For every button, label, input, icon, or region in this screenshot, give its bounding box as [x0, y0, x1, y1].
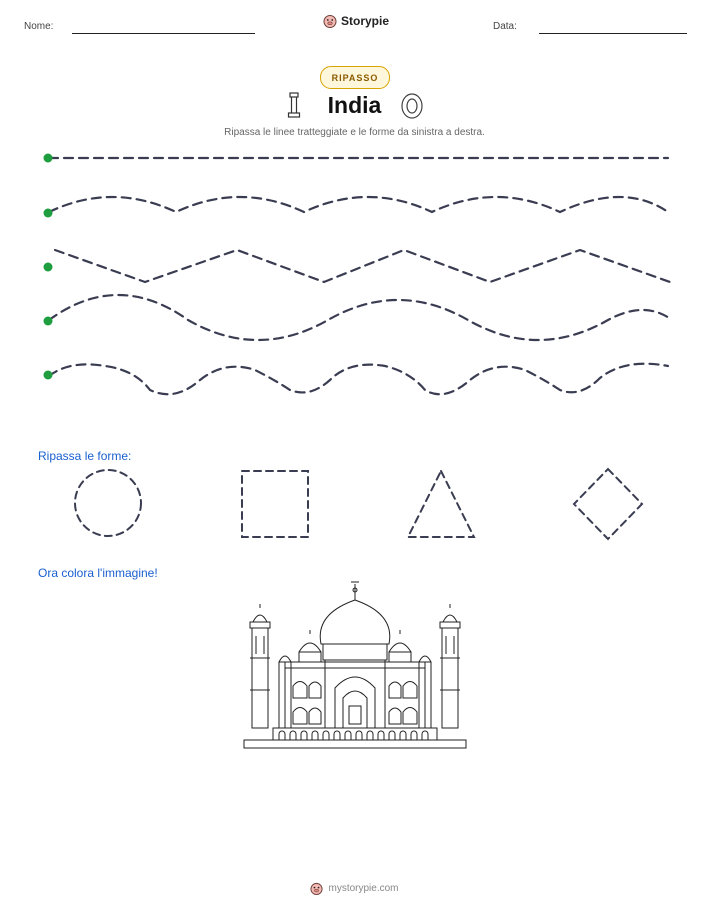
- brand-logo: [323, 14, 389, 28]
- start-dot-5: [44, 371, 53, 380]
- footer-url[interactable]: mystorypie.com: [328, 883, 399, 894]
- instructions: Ripassa le linee tratteggiate e le forme da sinistra a destra.: [224, 127, 485, 138]
- taj-mahal-drawing: [243, 578, 467, 750]
- right-minaret: [440, 604, 460, 728]
- date-label: Data:: [493, 21, 517, 32]
- side-domes: [279, 630, 431, 728]
- trace-line-bumps: [49, 364, 668, 395]
- tracing-shapes: [0, 465, 709, 545]
- trace-triangle-shape: [408, 471, 474, 537]
- trace-line-big-wave: [49, 295, 672, 340]
- trace-line-wave: [49, 197, 668, 212]
- trace-square-shape: [242, 471, 308, 537]
- start-dot-4: [44, 317, 53, 326]
- outlined-zero-icon: [400, 93, 424, 119]
- trace-circle-shape: [75, 470, 141, 536]
- trace-diamond-shape: [574, 469, 642, 539]
- plinth-arches: [279, 731, 428, 740]
- tracing-lines: [0, 140, 709, 410]
- pig-mascot-icon: [323, 14, 337, 28]
- page-title: India: [327, 92, 382, 118]
- start-dot-2: [44, 209, 53, 218]
- trace-line-zigzag: [55, 250, 670, 282]
- pig-mascot-icon: [310, 882, 323, 895]
- review-badge: RIPASSO: [320, 66, 390, 89]
- left-minaret: [250, 604, 270, 728]
- footer: [0, 882, 709, 895]
- date-line[interactable]: [539, 33, 687, 34]
- name-label: Nome:: [24, 21, 54, 32]
- shapes-heading: Ripassa le forme:: [38, 449, 132, 463]
- name-line[interactable]: [72, 33, 255, 34]
- brand-name: Storypie: [341, 14, 390, 28]
- color-heading: Ora colora l'immagine!: [38, 566, 158, 580]
- start-dot-1: [44, 154, 53, 163]
- start-dot-3: [44, 263, 53, 272]
- main-dome: [320, 582, 390, 660]
